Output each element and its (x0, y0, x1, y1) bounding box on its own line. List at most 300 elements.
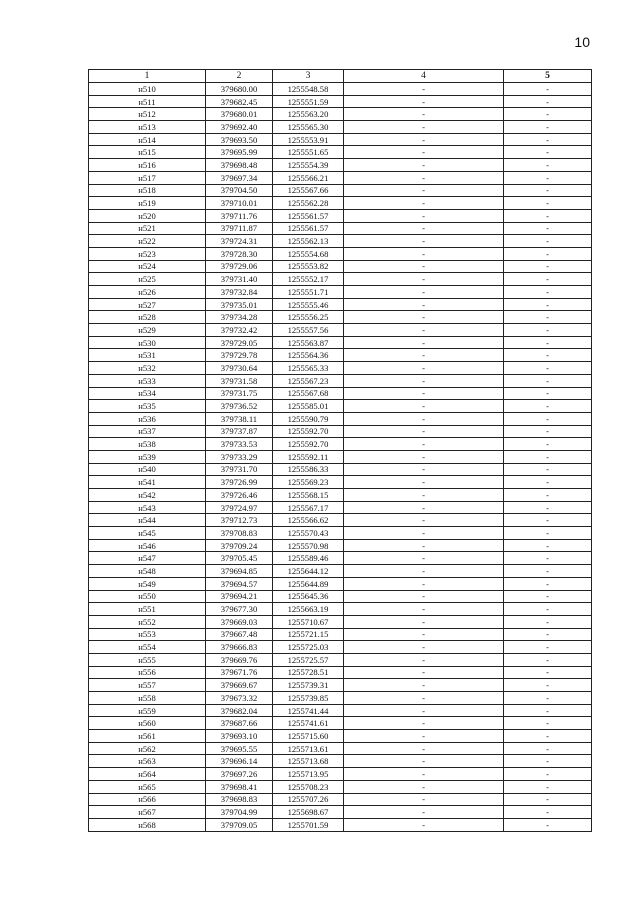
table-row (89, 653, 592, 666)
note-cell: - (504, 730, 592, 743)
description-cell: - (344, 489, 504, 502)
point-id-cell: н532 (89, 362, 206, 375)
point-id-cell: н521 (89, 222, 206, 235)
description-cell: - (344, 615, 504, 628)
note-cell: - (504, 311, 592, 324)
description-cell: - (344, 412, 504, 425)
point-id-cell: н549 (89, 577, 206, 590)
y-coordinate-cell: 1255644.12 (273, 565, 344, 578)
x-coordinate-cell: 379682.45 (206, 95, 273, 108)
y-coordinate-cell: 1255567.23 (273, 374, 344, 387)
y-coordinate-cell: 1255741.61 (273, 717, 344, 730)
y-coordinate-cell: 1255713.68 (273, 755, 344, 768)
note-cell: - (504, 425, 592, 438)
point-id-cell: н534 (89, 387, 206, 400)
x-coordinate-cell: 379731.58 (206, 374, 273, 387)
x-coordinate-cell: 379677.30 (206, 603, 273, 616)
point-id-cell: н537 (89, 425, 206, 438)
description-cell: - (344, 653, 504, 666)
x-coordinate-cell: 379733.29 (206, 450, 273, 463)
table-row (89, 108, 592, 121)
point-id-cell: н546 (89, 539, 206, 552)
note-cell: - (504, 539, 592, 552)
note-cell: - (504, 438, 592, 451)
table-row (89, 450, 592, 463)
x-coordinate-cell: 379667.48 (206, 628, 273, 641)
description-cell: - (344, 527, 504, 540)
table-row (89, 121, 592, 134)
x-coordinate-cell: 379694.21 (206, 590, 273, 603)
y-coordinate-cell: 1255552.17 (273, 273, 344, 286)
note-cell: - (504, 818, 592, 831)
description-cell: - (344, 260, 504, 273)
y-coordinate-cell: 1255567.66 (273, 184, 344, 197)
point-id-cell: н563 (89, 755, 206, 768)
y-coordinate-cell: 1255553.91 (273, 133, 344, 146)
table-row (89, 362, 592, 375)
table-row (89, 539, 592, 552)
point-id-cell: н558 (89, 692, 206, 705)
description-cell: - (344, 349, 504, 362)
description-cell: - (344, 780, 504, 793)
point-id-cell: н513 (89, 121, 206, 134)
note-cell: - (504, 780, 592, 793)
note-cell: - (504, 628, 592, 641)
y-coordinate-cell: 1255721.15 (273, 628, 344, 641)
description-cell: - (344, 755, 504, 768)
y-coordinate-cell: 1255725.57 (273, 653, 344, 666)
point-id-cell: н533 (89, 374, 206, 387)
note-cell: - (504, 349, 592, 362)
y-coordinate-cell: 1255551.59 (273, 95, 344, 108)
table-row (89, 400, 592, 413)
note-cell: - (504, 768, 592, 781)
table-row (89, 577, 592, 590)
point-id-cell: н556 (89, 666, 206, 679)
table-row (89, 793, 592, 806)
note-cell: - (504, 603, 592, 616)
description-cell: - (344, 590, 504, 603)
note-cell: - (504, 400, 592, 413)
point-id-cell: н514 (89, 133, 206, 146)
note-cell: - (504, 247, 592, 260)
table-row (89, 818, 592, 831)
description-cell: - (344, 171, 504, 184)
note-cell: - (504, 692, 592, 705)
note-cell: - (504, 121, 592, 134)
page-number: 10 (574, 34, 590, 50)
x-coordinate-cell: 379711.76 (206, 209, 273, 222)
y-coordinate-cell: 1255551.65 (273, 146, 344, 159)
y-coordinate-cell: 1255570.43 (273, 527, 344, 540)
note-cell: - (504, 324, 592, 337)
description-cell: - (344, 514, 504, 527)
description-cell: - (344, 425, 504, 438)
note-cell: - (504, 450, 592, 463)
note-cell: - (504, 476, 592, 489)
y-coordinate-cell: 1255567.17 (273, 501, 344, 514)
x-coordinate-cell: 379671.76 (206, 666, 273, 679)
y-coordinate-cell: 1255644.89 (273, 577, 344, 590)
y-coordinate-cell: 1255592.70 (273, 438, 344, 451)
y-coordinate-cell: 1255567.68 (273, 387, 344, 400)
x-coordinate-cell: 379724.31 (206, 235, 273, 248)
x-coordinate-cell: 379729.05 (206, 336, 273, 349)
table-row (89, 742, 592, 755)
note-cell: - (504, 590, 592, 603)
y-coordinate-cell: 1255570.98 (273, 539, 344, 552)
note-cell: - (504, 197, 592, 210)
table-row (89, 209, 592, 222)
header-col-4: 4 (344, 70, 504, 83)
description-cell: - (344, 159, 504, 172)
table-row (89, 412, 592, 425)
table-row (89, 628, 592, 641)
description-cell: - (344, 692, 504, 705)
point-id-cell: н530 (89, 336, 206, 349)
description-cell: - (344, 577, 504, 590)
table-row (89, 552, 592, 565)
x-coordinate-cell: 379680.00 (206, 83, 273, 96)
x-coordinate-cell: 379698.48 (206, 159, 273, 172)
y-coordinate-cell: 1255554.68 (273, 247, 344, 260)
note-cell: - (504, 146, 592, 159)
header-row (89, 70, 592, 83)
note-cell: - (504, 83, 592, 96)
table-row (89, 324, 592, 337)
y-coordinate-cell: 1255562.28 (273, 197, 344, 210)
point-id-cell: н540 (89, 463, 206, 476)
point-id-cell: н531 (89, 349, 206, 362)
table-row (89, 387, 592, 400)
description-cell: - (344, 552, 504, 565)
point-id-cell: н560 (89, 717, 206, 730)
description-cell: - (344, 298, 504, 311)
x-coordinate-cell: 379709.24 (206, 539, 273, 552)
description-cell: - (344, 387, 504, 400)
description-cell: - (344, 666, 504, 679)
table-row (89, 590, 592, 603)
table-row (89, 730, 592, 743)
point-id-cell: н538 (89, 438, 206, 451)
point-id-cell: н543 (89, 501, 206, 514)
note-cell: - (504, 222, 592, 235)
table-row (89, 704, 592, 717)
table-row (89, 146, 592, 159)
description-cell: - (344, 184, 504, 197)
point-id-cell: н520 (89, 209, 206, 222)
note-cell: - (504, 793, 592, 806)
point-id-cell: н550 (89, 590, 206, 603)
header-col-2: 2 (206, 70, 273, 83)
note-cell: - (504, 273, 592, 286)
point-id-cell: н566 (89, 793, 206, 806)
x-coordinate-cell: 379738.11 (206, 412, 273, 425)
table-row (89, 463, 592, 476)
x-coordinate-cell: 379711.87 (206, 222, 273, 235)
note-cell: - (504, 653, 592, 666)
point-id-cell: н512 (89, 108, 206, 121)
table-row (89, 780, 592, 793)
description-cell: - (344, 641, 504, 654)
x-coordinate-cell: 379730.64 (206, 362, 273, 375)
y-coordinate-cell: 1255701.59 (273, 818, 344, 831)
description-cell: - (344, 286, 504, 299)
note-cell: - (504, 641, 592, 654)
x-coordinate-cell: 379709.05 (206, 818, 273, 831)
y-coordinate-cell: 1255713.95 (273, 768, 344, 781)
point-id-cell: н555 (89, 653, 206, 666)
table-row (89, 133, 592, 146)
table-header (89, 70, 592, 83)
description-cell: - (344, 730, 504, 743)
table-row (89, 565, 592, 578)
point-id-cell: н528 (89, 311, 206, 324)
description-cell: - (344, 565, 504, 578)
description-cell: - (344, 742, 504, 755)
x-coordinate-cell: 379697.34 (206, 171, 273, 184)
x-coordinate-cell: 379698.41 (206, 780, 273, 793)
x-coordinate-cell: 379732.84 (206, 286, 273, 299)
y-coordinate-cell: 1255548.58 (273, 83, 344, 96)
y-coordinate-cell: 1255741.44 (273, 704, 344, 717)
point-id-cell: н559 (89, 704, 206, 717)
point-id-cell: н554 (89, 641, 206, 654)
note-cell: - (504, 514, 592, 527)
table-row (89, 501, 592, 514)
x-coordinate-cell: 379673.32 (206, 692, 273, 705)
note-cell: - (504, 209, 592, 222)
x-coordinate-cell: 379694.85 (206, 565, 273, 578)
point-id-cell: н551 (89, 603, 206, 616)
table-row (89, 527, 592, 540)
table-row (89, 336, 592, 349)
point-id-cell: н565 (89, 780, 206, 793)
point-id-cell: н548 (89, 565, 206, 578)
description-cell: - (344, 95, 504, 108)
point-id-cell: н544 (89, 514, 206, 527)
note-cell: - (504, 806, 592, 819)
x-coordinate-cell: 379680.01 (206, 108, 273, 121)
point-id-cell: н553 (89, 628, 206, 641)
note-cell: - (504, 374, 592, 387)
table-row (89, 171, 592, 184)
note-cell: - (504, 742, 592, 755)
coordinates-table (88, 69, 592, 832)
point-id-cell: н510 (89, 83, 206, 96)
y-coordinate-cell: 1255553.82 (273, 260, 344, 273)
point-id-cell: н535 (89, 400, 206, 413)
description-cell: - (344, 704, 504, 717)
table-row (89, 806, 592, 819)
table-row (89, 679, 592, 692)
table-row (89, 514, 592, 527)
point-id-cell: н519 (89, 197, 206, 210)
y-coordinate-cell: 1255564.36 (273, 349, 344, 362)
note-cell: - (504, 489, 592, 502)
note-cell: - (504, 336, 592, 349)
point-id-cell: н523 (89, 247, 206, 260)
y-coordinate-cell: 1255713.61 (273, 742, 344, 755)
note-cell: - (504, 159, 592, 172)
description-cell: - (344, 235, 504, 248)
table-body (89, 83, 592, 832)
x-coordinate-cell: 379734.28 (206, 311, 273, 324)
note-cell: - (504, 133, 592, 146)
x-coordinate-cell: 379682.04 (206, 704, 273, 717)
point-id-cell: н539 (89, 450, 206, 463)
y-coordinate-cell: 1255715.60 (273, 730, 344, 743)
point-id-cell: н564 (89, 768, 206, 781)
note-cell: - (504, 527, 592, 540)
description-cell: - (344, 539, 504, 552)
y-coordinate-cell: 1255707.26 (273, 793, 344, 806)
y-coordinate-cell: 1255663.19 (273, 603, 344, 616)
note-cell: - (504, 501, 592, 514)
x-coordinate-cell: 379704.50 (206, 184, 273, 197)
note-cell: - (504, 463, 592, 476)
description-cell: - (344, 324, 504, 337)
description-cell: - (344, 273, 504, 286)
note-cell: - (504, 717, 592, 730)
table-row (89, 222, 592, 235)
note-cell: - (504, 235, 592, 248)
table-row (89, 641, 592, 654)
point-id-cell: н547 (89, 552, 206, 565)
y-coordinate-cell: 1255645.36 (273, 590, 344, 603)
x-coordinate-cell: 379726.46 (206, 489, 273, 502)
table-row (89, 666, 592, 679)
y-coordinate-cell: 1255566.21 (273, 171, 344, 184)
point-id-cell: н516 (89, 159, 206, 172)
y-coordinate-cell: 1255554.39 (273, 159, 344, 172)
point-id-cell: н557 (89, 679, 206, 692)
note-cell: - (504, 704, 592, 717)
y-coordinate-cell: 1255563.20 (273, 108, 344, 121)
description-cell: - (344, 501, 504, 514)
x-coordinate-cell: 379696.14 (206, 755, 273, 768)
y-coordinate-cell: 1255728.51 (273, 666, 344, 679)
y-coordinate-cell: 1255708.23 (273, 780, 344, 793)
x-coordinate-cell: 379731.40 (206, 273, 273, 286)
note-cell: - (504, 286, 592, 299)
description-cell: - (344, 768, 504, 781)
y-coordinate-cell: 1255568.15 (273, 489, 344, 502)
point-id-cell: н545 (89, 527, 206, 540)
x-coordinate-cell: 379694.57 (206, 577, 273, 590)
table-row (89, 692, 592, 705)
x-coordinate-cell: 379695.55 (206, 742, 273, 755)
note-cell: - (504, 565, 592, 578)
y-coordinate-cell: 1255698.67 (273, 806, 344, 819)
description-cell: - (344, 679, 504, 692)
description-cell: - (344, 476, 504, 489)
table-row (89, 298, 592, 311)
point-id-cell: н527 (89, 298, 206, 311)
x-coordinate-cell: 379733.53 (206, 438, 273, 451)
x-coordinate-cell: 379724.97 (206, 501, 273, 514)
x-coordinate-cell: 379729.78 (206, 349, 273, 362)
x-coordinate-cell: 379729.06 (206, 260, 273, 273)
description-cell: - (344, 628, 504, 641)
y-coordinate-cell: 1255739.31 (273, 679, 344, 692)
x-coordinate-cell: 379697.26 (206, 768, 273, 781)
table-row (89, 768, 592, 781)
description-cell: - (344, 362, 504, 375)
y-coordinate-cell: 1255589.46 (273, 552, 344, 565)
y-coordinate-cell: 1255565.30 (273, 121, 344, 134)
table-row (89, 273, 592, 286)
x-coordinate-cell: 379708.83 (206, 527, 273, 540)
x-coordinate-cell: 379731.70 (206, 463, 273, 476)
note-cell: - (504, 577, 592, 590)
y-coordinate-cell: 1255556.25 (273, 311, 344, 324)
table-row (89, 603, 592, 616)
point-id-cell: н522 (89, 235, 206, 248)
x-coordinate-cell: 379737.87 (206, 425, 273, 438)
point-id-cell: н568 (89, 818, 206, 831)
x-coordinate-cell: 379736.52 (206, 400, 273, 413)
point-id-cell: н525 (89, 273, 206, 286)
table-row (89, 235, 592, 248)
x-coordinate-cell: 379726.99 (206, 476, 273, 489)
table-row (89, 755, 592, 768)
note-cell: - (504, 755, 592, 768)
table-row (89, 83, 592, 96)
description-cell: - (344, 603, 504, 616)
x-coordinate-cell: 379735.01 (206, 298, 273, 311)
x-coordinate-cell: 379692.40 (206, 121, 273, 134)
table-row (89, 247, 592, 260)
x-coordinate-cell: 379705.45 (206, 552, 273, 565)
description-cell: - (344, 83, 504, 96)
point-id-cell: н562 (89, 742, 206, 755)
note-cell: - (504, 552, 592, 565)
x-coordinate-cell: 379710.01 (206, 197, 273, 210)
table-row (89, 374, 592, 387)
table-row (89, 349, 592, 362)
description-cell: - (344, 311, 504, 324)
y-coordinate-cell: 1255555.46 (273, 298, 344, 311)
description-cell: - (344, 438, 504, 451)
table-row (89, 717, 592, 730)
description-cell: - (344, 336, 504, 349)
y-coordinate-cell: 1255551.71 (273, 286, 344, 299)
y-coordinate-cell: 1255592.70 (273, 425, 344, 438)
point-id-cell: н567 (89, 806, 206, 819)
x-coordinate-cell: 379732.42 (206, 324, 273, 337)
table-row (89, 95, 592, 108)
x-coordinate-cell: 379704.99 (206, 806, 273, 819)
y-coordinate-cell: 1255592.11 (273, 450, 344, 463)
y-coordinate-cell: 1255563.87 (273, 336, 344, 349)
description-cell: - (344, 818, 504, 831)
description-cell: - (344, 197, 504, 210)
table-row (89, 286, 592, 299)
header-col-3: 3 (273, 70, 344, 83)
y-coordinate-cell: 1255710.67 (273, 615, 344, 628)
description-cell: - (344, 717, 504, 730)
y-coordinate-cell: 1255569.23 (273, 476, 344, 489)
point-id-cell: н536 (89, 412, 206, 425)
description-cell: - (344, 374, 504, 387)
description-cell: - (344, 209, 504, 222)
table-row (89, 438, 592, 451)
y-coordinate-cell: 1255725.03 (273, 641, 344, 654)
description-cell: - (344, 450, 504, 463)
note-cell: - (504, 387, 592, 400)
y-coordinate-cell: 1255557.56 (273, 324, 344, 337)
